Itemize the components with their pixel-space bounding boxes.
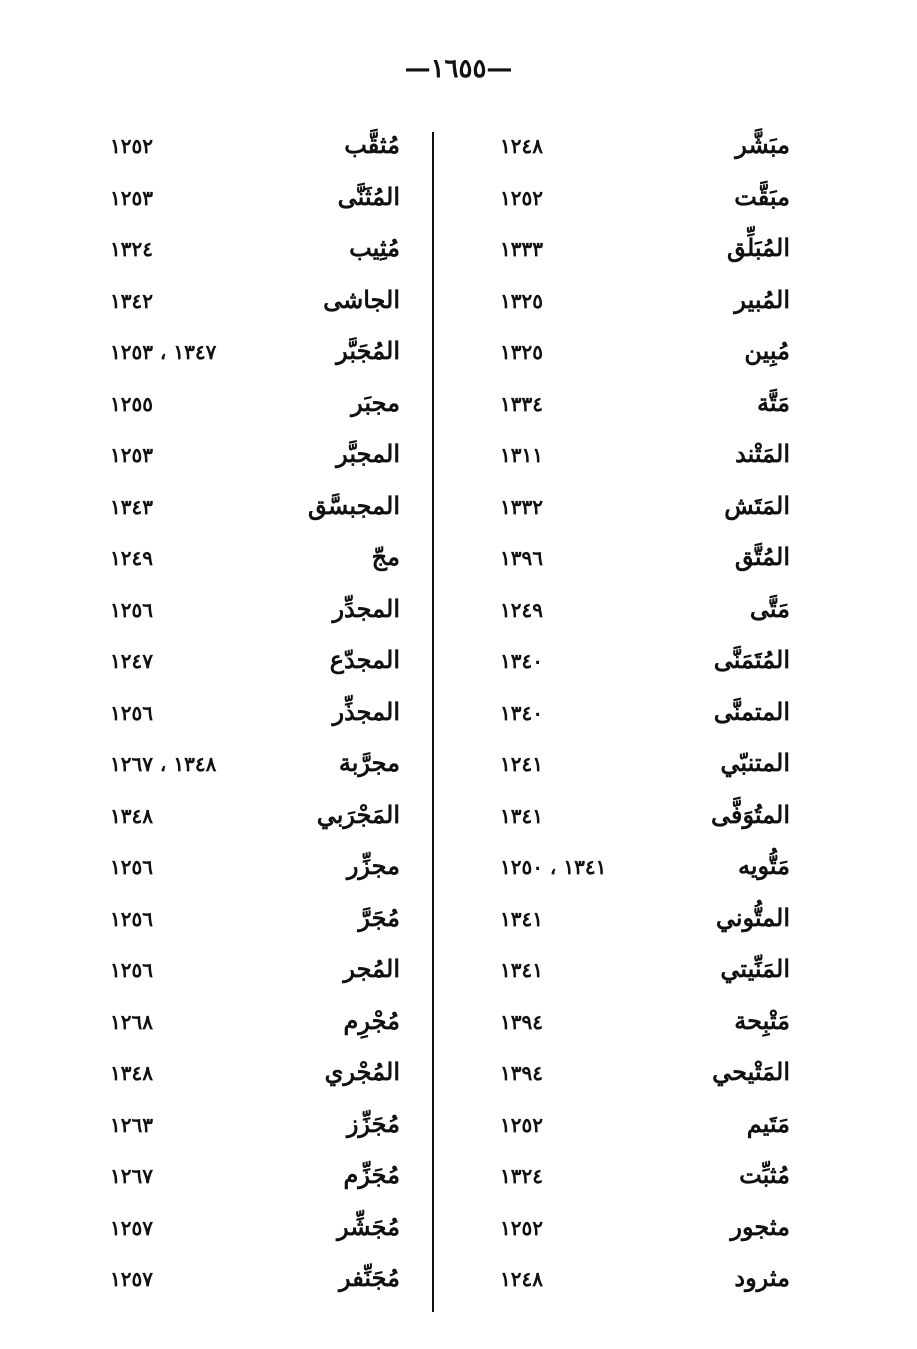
entry-name: مُجَرَّ — [358, 902, 400, 932]
entry-reference-number: ١٣٩٤ — [500, 1061, 543, 1085]
index-entry — [490, 326, 790, 378]
entry-name: مثجور — [730, 1211, 790, 1241]
entry-reference-number: ١٣٤١ — [500, 803, 543, 828]
index-entry — [100, 584, 400, 636]
index-entry — [490, 429, 790, 481]
entry-name: المجذِّر — [332, 696, 400, 726]
index-entry — [100, 687, 400, 739]
index-entry — [490, 1099, 790, 1151]
entry-reference-number: ١٣٤٠ — [500, 649, 543, 673]
entry-reference-number: ١٢٤١ — [500, 752, 543, 776]
index-entry — [490, 893, 790, 945]
entry-name: مَتَّة — [757, 387, 790, 417]
entry-name: مَتَّى — [749, 593, 790, 623]
entry-reference-number: ١٢٥٢ — [500, 1215, 543, 1240]
entry-name: المُتَّق — [734, 542, 790, 571]
entry-name: المُبير — [734, 284, 790, 314]
index-entry — [490, 738, 790, 790]
index-entry — [100, 326, 400, 378]
index-entry — [100, 1099, 400, 1151]
entry-reference-number: ١٢٤٨ — [500, 1267, 543, 1291]
entry-reference-number: ١٢٥٦ — [110, 958, 153, 982]
index-entry — [100, 275, 400, 327]
page-number: —١٦٥٥— — [404, 54, 513, 84]
entry-reference-number: ١٢٦٧ — [110, 1164, 153, 1188]
entry-name: المَتْند — [735, 439, 790, 468]
index-entry — [100, 738, 400, 790]
index-entry — [490, 790, 790, 842]
entry-reference-number: ١٢٤٩ — [500, 597, 543, 622]
entry-name: مُثقَّب — [344, 130, 400, 159]
entry-reference-number: ١٢٤٨ — [500, 134, 543, 158]
entry-reference-number: ١٣٤٣ — [110, 494, 153, 519]
index-entry — [490, 996, 790, 1048]
entry-reference-number: ١٣٣٣ — [500, 237, 543, 261]
index-entry — [490, 120, 790, 172]
index-entry — [100, 378, 400, 430]
index-entry — [490, 1150, 790, 1202]
index-entry — [490, 481, 790, 533]
entry-name: مبَقَّت — [734, 181, 790, 211]
entry-name: المُتَمَنَّى — [713, 645, 790, 674]
index-entry — [490, 944, 790, 996]
entry-name: مجرَّبة — [338, 748, 400, 777]
entry-name: المتنبّي — [720, 748, 790, 777]
column-divider — [432, 132, 434, 1312]
entry-name: المتُوَفَّى — [711, 799, 790, 829]
entry-reference-number: ١٢٥٢ — [500, 1112, 543, 1137]
entry-reference-number: ١٢٥٥ — [110, 391, 153, 416]
entry-reference-number: ١٣٩٦ — [500, 546, 543, 570]
index-entry — [100, 893, 400, 945]
entry-name: مَتَيم — [746, 1108, 790, 1138]
entry-name: مُجَنِّفر — [339, 1263, 400, 1292]
index-entry — [100, 481, 400, 533]
entry-name: المتُّوني — [715, 902, 790, 932]
entry-name: المجدِّر — [332, 593, 400, 623]
entry-reference-number: ١٢٤٧ — [110, 649, 153, 673]
index-entry — [100, 790, 400, 842]
entry-reference-number: ١٣٤٨ ، ١٢٦٧ — [110, 752, 217, 776]
entry-name: المجبسَّق — [307, 490, 400, 520]
left-column — [100, 120, 400, 1305]
entry-name: مجّ — [371, 542, 400, 571]
entry-reference-number: ١٣٤٠ — [500, 700, 543, 725]
index-entry — [490, 378, 790, 430]
index-entry — [100, 996, 400, 1048]
entry-reference-number: ١٣٢٥ — [500, 340, 543, 364]
index-entry — [100, 635, 400, 687]
entry-reference-number: ١٢٥٧ — [110, 1267, 153, 1291]
index-entry — [490, 687, 790, 739]
entry-name: المَتْيحي — [712, 1057, 790, 1086]
entry-reference-number: ١٣٢٤ — [500, 1164, 543, 1188]
entry-name: المُبَلِّق — [726, 233, 790, 262]
entry-reference-number: ١٣٣٤ — [500, 391, 543, 416]
entry-reference-number: ١٢٥٣ — [110, 443, 153, 467]
entry-reference-number: ١٢٥٧ — [110, 1215, 153, 1240]
entry-name: المُجَبَّر — [336, 336, 400, 365]
index-entry — [490, 584, 790, 636]
index-entry — [100, 120, 400, 172]
entry-reference-number: ١٣٢٤ — [110, 237, 153, 261]
entry-reference-number: ١٢٥٦ — [110, 700, 153, 725]
index-entry — [100, 223, 400, 275]
entry-reference-number: ١٣٢٥ — [500, 288, 543, 313]
index-entry — [490, 1047, 790, 1099]
index-entry — [490, 223, 790, 275]
entry-name: مجزِّر — [346, 851, 400, 880]
entry-reference-number: ١٢٥٦ — [110, 906, 153, 931]
entry-reference-number: ١٢٥٦ — [110, 855, 153, 879]
entry-name: المُثَنَّى — [337, 181, 400, 211]
entry-reference-number: ١٢٥٦ — [110, 597, 153, 622]
entry-name: مُبِين — [744, 336, 790, 365]
entry-name: المتمنَّى — [713, 696, 790, 726]
entry-reference-number: ١٣٩٤ — [500, 1009, 543, 1034]
index-entry — [100, 429, 400, 481]
entry-name: مثرود — [734, 1263, 790, 1292]
index-entry — [490, 275, 790, 327]
index-entry — [490, 841, 790, 893]
entry-reference-number: ١٢٥٢ — [110, 134, 153, 158]
index-entry — [490, 1202, 790, 1254]
entry-name: مُجَزِّم — [343, 1160, 400, 1189]
entry-name: المَتَش — [724, 490, 790, 520]
entry-name: المُجر — [343, 954, 400, 983]
index-entry — [490, 635, 790, 687]
entry-name: المجدّع — [329, 645, 400, 674]
entry-reference-number: ١٣٣٢ — [500, 494, 543, 519]
entry-reference-number: ١٢٤٩ — [110, 546, 153, 570]
index-entry — [100, 1202, 400, 1254]
entry-name: المَنِّيتي — [720, 954, 790, 983]
entry-reference-number: ١٢٦٣ — [110, 1112, 153, 1137]
index-entry — [100, 841, 400, 893]
index-entry — [490, 1253, 790, 1305]
index-entry — [100, 1253, 400, 1305]
entry-name: مَتُّويه — [737, 851, 790, 880]
entry-reference-number: ١٣٤١ ، ١٢٥٠ — [500, 855, 607, 879]
index-entry — [100, 1047, 400, 1099]
right-column — [490, 120, 790, 1305]
entry-name: المجبَّر — [336, 439, 400, 468]
entry-reference-number: ١٢٥٣ — [110, 185, 153, 210]
entry-name: مُجَشِّر — [337, 1211, 400, 1241]
index-entry — [490, 532, 790, 584]
entry-reference-number: ١٣٤٧ ، ١٢٥٣ — [110, 340, 217, 364]
entry-name: مُجْرِم — [343, 1005, 400, 1035]
entry-reference-number: ١٣٤١ — [500, 906, 543, 931]
entry-reference-number: ١٢٦٨ — [110, 1009, 153, 1034]
index-entry — [100, 172, 400, 224]
index-entry — [100, 944, 400, 996]
entry-reference-number: ١٣٤٨ — [110, 1061, 153, 1085]
entry-name: مبَشَّر — [735, 130, 790, 159]
index-entry — [100, 532, 400, 584]
entry-reference-number: ١٣١١ — [500, 443, 543, 467]
entry-reference-number: ١٣٤١ — [500, 958, 543, 982]
entry-reference-number: ١٣٤٢ — [110, 288, 153, 313]
entry-name: مُجَزِّز — [346, 1108, 400, 1138]
entry-reference-number: ١٢٥٢ — [500, 185, 543, 210]
entry-name: مُثبِّت — [739, 1160, 790, 1189]
entry-name: مَتْبِحة — [734, 1005, 790, 1035]
entry-reference-number: ١٣٤٨ — [110, 803, 153, 828]
entry-name: الجاشى — [323, 284, 400, 314]
entry-name: المَجْرَبي — [316, 799, 400, 829]
entry-name: المُجْري — [324, 1057, 400, 1086]
index-entry — [100, 1150, 400, 1202]
entry-name: مجبَر — [351, 387, 400, 417]
entry-name: مُثِيب — [349, 233, 400, 262]
index-entry — [490, 172, 790, 224]
